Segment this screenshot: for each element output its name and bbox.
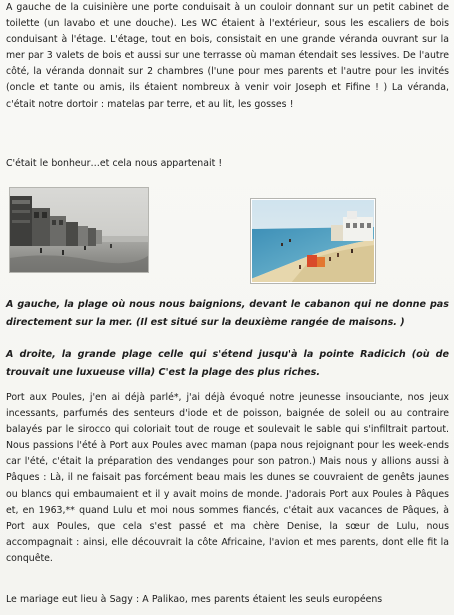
photo-grande-plage [250,198,376,284]
paragraph-wedding: Le mariage eut lieu à Sagy : A Palikao, mes parents étaient les seuls européens [6,594,383,605]
paragraph-port-aux-poules: Port aux Poules, j'en ai déjà parlé*, j'ai déjà évoqué notre jeunesse insouciante, nos jeux incessants, parfumés des senteurs d'iode et de poisson, baignée de soleil ou au contraire balayés par le sirocco qui coloriait tout de rouge et soulevait le sable qui s'infiltrait partout. Nous passions l'été à Port aux Poules avec maman (papa nous rejoignant pour les week-ends car l'été, c'était la préparation des vendanges pour son patron.) Mais nous y allions aussi à Pâques : Là, il ne faisait pas forcément beau mais les dunes se couvraient de genêts jaunes ou blancs qui embaumaient et il y avait moins de monde. J'adorais Port aux Poules à Pâques et, en 1963,** quand Lulu et moi nous sommes fiancés, c'était aux vacances de Pâques, à Port aux Poules, que cela s'est passé et ma chère Denise, la sœur de Lulu, nous accompagnait : ainsi, elle découvrait la côte Africaine, l'avion et mes parents, dont elle fit la conquête. [6,392,449,564]
photo-grande-plage-image [251,199,375,283]
caption-left-photo: A gauche, la plage où nous nous baignions, devant le cabanon qui ne donne pas directement sur la mer. (Il est situé sur la deuxième rangée de maisons. ) [6,299,449,328]
caption-right-photo: A droite, la grande plage celle qui s'étend jusqu'à la pointe Radicich (où de trouvait une luxueuse villa) C'est la plage des plus riches. [6,349,449,378]
paragraph-house-description: A gauche de la cuisinière une porte conduisait à un couloir donnant sur un petit cabinet de toilette (un lavabo et une douche). Les WC étaient à l'extérieur, sous les escaliers de bois conduisant à l'étage. L'étage, tout en bois, consistait en une grande véranda ouvrant sur la mer par 3 valets de bois et aussi sur une terrasse où maman étendait ses lessives. De l'autre côté, la véranda donnait sur 2 chambres (l'une pour mes parents et l'autre pour les invités (oncle et tante ou amis, ils étaient nombreux à venir voir Joseph et Fifine ! ) La véranda, c'était notre dortoir : matelas par terre, et au lit, les gosses ! [6,2,449,110]
photo-beach-cabanon [9,187,149,273]
photo-beach-cabanon-image [10,188,148,272]
paragraph-happiness: C'était le bonheur…et cela nous appartenait ! [6,158,223,169]
